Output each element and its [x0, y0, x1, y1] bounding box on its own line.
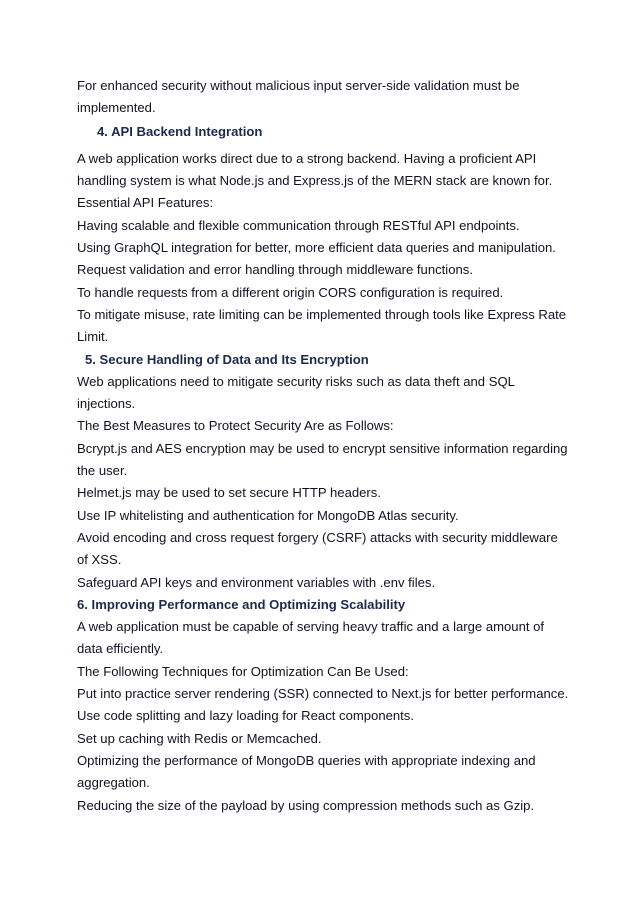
paragraph-line: Using GraphQL integration for better, more efficient data queries and manipulation.	[77, 240, 556, 256]
paragraph-line: Use IP whitelisting and authentication for MongoDB Atlas security.	[77, 507, 459, 523]
paragraph-line: A web application must be capable of serving heavy traffic and a large amount of	[77, 619, 545, 635]
section-heading-performance: 6. Improving Performance and Optimizing Scalability	[77, 596, 406, 612]
paragraph-line: Put into practice server rendering (SSR) connected to Next.js for better performance.	[77, 686, 569, 702]
document-page	[77, 75, 577, 817]
paragraph-line: Helmet.js may be used to set secure HTTP headers.	[77, 485, 381, 501]
paragraph-line: aggregation.	[77, 775, 150, 791]
paragraph-line: the user.	[77, 463, 128, 479]
paragraph-line: Request validation and error handling through middleware functions.	[77, 262, 473, 278]
paragraph-line: Optimizing the performance of MongoDB queries with appropriate indexing and	[77, 752, 536, 768]
paragraph-line: handling system is what Node.js and Express.js of the MERN stack are known for.	[77, 173, 553, 189]
paragraph-line: Reducing the size of the payload by using compression methods such as Gzip.	[77, 797, 535, 813]
paragraph-line: A web application works direct due to a strong backend. Having a proficient API	[77, 150, 537, 166]
paragraph-line: data efficiently.	[77, 641, 164, 657]
paragraph-line: Web applications need to mitigate security risks such as data theft and SQL	[77, 373, 515, 389]
paragraph-line: Limit.	[77, 329, 109, 345]
paragraph-line: Avoid encoding and cross request forgery (CSRF) attacks with security middleware	[77, 529, 558, 545]
paragraph-line: implemented.	[77, 100, 156, 116]
paragraph-line: Use code splitting and lazy loading for React components.	[77, 708, 414, 724]
paragraph-line: To mitigate misuse, rate limiting can be implemented through tools like Express Rate	[77, 306, 567, 322]
paragraph-line: injections.	[77, 396, 136, 412]
section-heading-secure-data: 5. Secure Handling of Data and Its Encryption	[85, 351, 369, 367]
paragraph-line: Bcrypt.js and AES encryption may be used to encrypt sensitive information regarding	[77, 440, 568, 456]
section-heading-api-backend: 4. API Backend Integration	[97, 123, 263, 139]
paragraph-line: Safeguard API keys and environment variables with .env files.	[77, 574, 436, 590]
paragraph-line: Set up caching with Redis or Memcached.	[77, 730, 322, 746]
paragraph-line: Having scalable and flexible communication through RESTful API endpoints.	[77, 217, 520, 233]
paragraph-line: of XSS.	[77, 552, 122, 568]
paragraph-line: The Following Techniques for Optimization Can Be Used:	[77, 663, 409, 679]
paragraph-line: To handle requests from a different origin CORS configuration is required.	[77, 284, 504, 300]
paragraph-line: Essential API Features:	[77, 195, 214, 211]
paragraph-line: For enhanced security without malicious input server-side validation must be	[77, 78, 520, 93]
paragraph-line: The Best Measures to Protect Security Are as Follows:	[77, 418, 394, 434]
